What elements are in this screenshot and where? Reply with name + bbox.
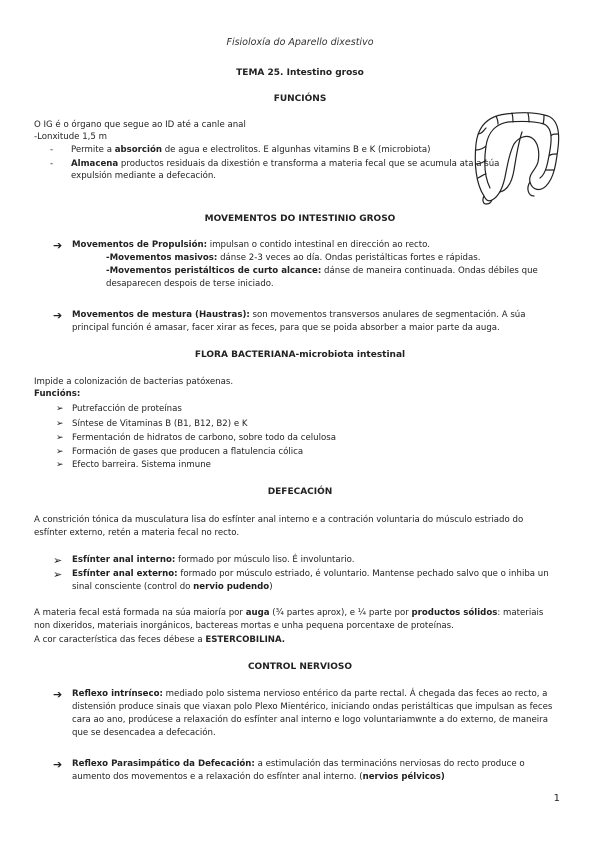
arrow-icon: ➔ <box>53 309 63 322</box>
arrow-icon: ➔ <box>53 758 63 771</box>
triangle-bullet-icon: ➢ <box>56 404 64 414</box>
text: Síntese de Vitaminas B (B1, B12, B2) e K <box>72 419 248 429</box>
text: formado por músculo estriado, é voluntario. Mantense pechado salvo que o inhiba un sinal consciente (control do <box>72 569 549 592</box>
triangle-bullet-icon: ➢ <box>56 460 64 470</box>
text: mediado polo sistema nervioso entérico da parte rectal. Á chegada das feces ao recto, a distensión produce sinais que viaxan polo Plexo Mientérico, iniciando ondas peristálticas que impulsan as feces cara ao ano, prodúcese a relaxación do esfínter anal interno e logo voluntariamwnte a do externo, de maneira que se desencadea a defecación. <box>72 689 553 738</box>
defecacion-paragraph-1: A constrición tónica da musculatura lisa do esfínter anal interno e a contración voluntaria do músculo estriado do esfínter externo, retén a materia fecal no recto. <box>34 515 524 538</box>
text: de agua e electrolitos. E algunhas vitamins B e K (microbiota) <box>161 145 431 155</box>
text: impulsan o contido intestinal en dirección ao recto. <box>207 240 430 250</box>
list-item <box>56 432 336 444</box>
running-header: Fisioloxía do Aparello dixestivo <box>226 37 374 48</box>
bold-term: nervio pudendo <box>193 582 270 592</box>
text: A materia fecal está formada na súa maioría por <box>34 608 246 618</box>
intro-line-2: -Lonxitude 1,5 m <box>34 132 107 142</box>
sub-item <box>106 252 556 265</box>
list-item <box>53 688 556 740</box>
text: Putrefacción de proteínas <box>72 404 182 414</box>
text: (¾ partes aprox), e ¼ parte por <box>269 608 412 618</box>
bold-term: Movementos de Propulsión: <box>72 240 208 250</box>
bold-term: productos sólidos <box>411 608 498 618</box>
defecacion-paragraph-3 <box>34 634 556 647</box>
list-item <box>53 758 556 784</box>
text: A cor característica das feces débese a <box>34 635 206 645</box>
section-heading-movementos: MOVEMENTOS DO INTESTINIO GROSO <box>204 214 396 224</box>
text: a estimulación das terminacións nerviosas do recto produce o aumento dos movementos e a relaxación do esfínter anal interno. ( <box>72 759 525 782</box>
text: productos residuais da dixestión e transforma a materia fecal que se acumula ata a súa expulsión mediante a defecación. <box>71 159 500 181</box>
text: Formación de gases que producen a flatulencia cólica <box>72 447 304 457</box>
triangle-bullet-icon: ➢ <box>56 447 64 457</box>
bold-term: -Movementos peristálticos de curto alcance: <box>106 266 322 276</box>
defecacion-paragraph-2 <box>34 607 556 633</box>
triangle-bullet-icon: ➢ <box>56 419 64 429</box>
bold-term: nervios pélvicos) <box>362 772 445 782</box>
bold-term: Almacena <box>71 159 119 169</box>
list-item <box>56 446 303 458</box>
arrow-icon: ➔ <box>53 688 63 701</box>
list-item <box>53 554 556 567</box>
bold-term: Esfínter anal externo: <box>72 569 178 579</box>
page-title: TEMA 25. Intestino groso <box>236 68 364 78</box>
bold-term: Esfínter anal interno: <box>72 555 176 565</box>
text: formado por músculo liso. É involuntario. <box>175 555 355 565</box>
bold-term: Reflexo intrínseco: <box>72 689 163 699</box>
section-heading-flora: FLORA BACTERIANA-microbiota intestinal <box>194 350 406 360</box>
bold-term: auga <box>245 608 270 618</box>
text: dánse 2-3 veces ao día. Ondas peristálticas fortes e rápidas. <box>217 253 481 263</box>
bold-term: -Movementos masivos: <box>106 253 218 263</box>
dash-marker: - <box>50 159 54 169</box>
bold-term: ESTERCOBILINA. <box>205 635 286 645</box>
list-item <box>56 459 211 471</box>
bold-term: Reflexo Parasimpático da Defecación: <box>72 759 255 769</box>
list-item <box>56 403 182 415</box>
triangle-bullet-icon: ➢ <box>56 433 64 443</box>
intro-line-1: O IG é o órgano que segue ao ID até a canle anal <box>34 120 246 130</box>
triangle-bullet-icon: ➢ <box>53 568 63 581</box>
arrow-icon: ➔ <box>53 239 63 252</box>
bold-term: absorción <box>114 145 162 155</box>
list-item <box>53 309 556 335</box>
section-heading-funcions: FUNCIÓNS <box>273 94 327 104</box>
list-item <box>50 144 520 156</box>
text: : materiais non dixeridos, materiais inorgánicos, bactereas mortas e unha pequena porcentaxe de proteínas. <box>34 608 544 631</box>
text: Permite a <box>71 145 115 155</box>
section-heading-control: CONTROL NERVIOSO <box>247 662 353 672</box>
funcions-label: Funcións: <box>34 389 81 399</box>
flora-intro: Impide a colonización de bacterias patóxenas. <box>34 377 234 387</box>
sub-item <box>106 265 556 291</box>
list-item <box>56 418 248 430</box>
bold-term: Movementos de mestura (Haustras): <box>72 310 250 320</box>
text: ) <box>269 582 273 592</box>
page-number: 1 <box>553 793 560 804</box>
triangle-bullet-icon: ➢ <box>53 554 63 567</box>
section-heading-defecacion: DEFECACIÓN <box>267 487 333 497</box>
list-item <box>53 239 556 252</box>
text: Fermentación de hidratos de carbono, sobre todo da celulosa <box>72 433 337 443</box>
text: Efecto barreira. Sistema inmune <box>72 460 211 470</box>
text: son movementos transversos anulares de segmentación. A súa principal función é amasar, facer xirar as feces, para que se poida absorber a maior parte da auga. <box>72 310 526 333</box>
text: dánse de maneira continuada. Ondas débiles que desaparecen despois de terse iniciado. <box>106 266 538 289</box>
list-item <box>53 568 556 594</box>
list-item <box>50 158 520 182</box>
dash-marker: - <box>50 145 54 155</box>
